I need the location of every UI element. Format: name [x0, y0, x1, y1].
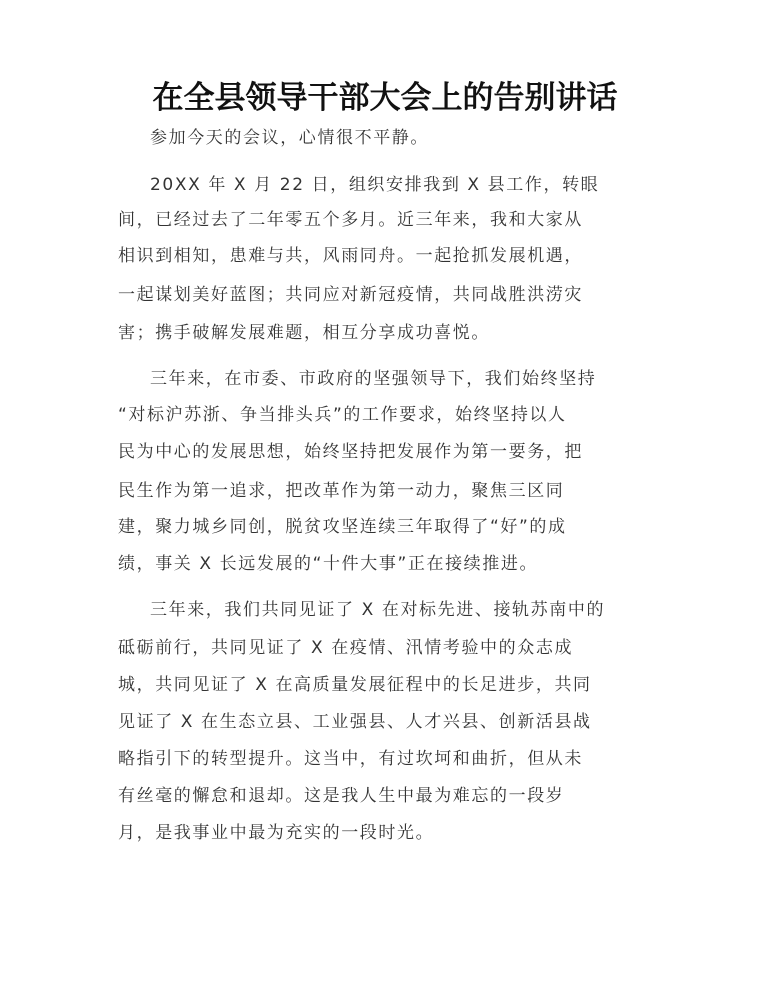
paragraph-3-line-3: 民为中心的发展思想，始终坚持把发展作为第一要务，把 — [118, 442, 583, 462]
paragraph-2-line-3: 相识到相知，患难与共，风雨同舟。一起抢抓发展机遇， — [118, 246, 583, 266]
paragraph-3-line-4: 民生作为第一追求，把改革作为第一动力，聚焦三区同 — [118, 481, 565, 501]
paragraph-4-line-3: 城，共同见证了 X 在高质量发展征程中的长足进步，共同 — [118, 675, 592, 695]
paragraph-4-line-4: 见证了 X 在生态立县、工业强县、人才兴县、创新活县战 — [118, 712, 592, 732]
document-title: 在全县领导干部大会上的告别讲话 — [152, 80, 618, 116]
paragraph-4-line-6: 有丝毫的懈怠和退却。这是我人生中最为难忘的一段岁 — [118, 786, 565, 806]
paragraph-3-line-6: 绩，事关 X 长远发展的“十件大事”正在接续推进。 — [118, 554, 539, 574]
paragraph-2-line-1: 20XX 年 X 月 22 日，组织安排我到 X 县工作，转眼 — [150, 175, 600, 195]
paragraph-4-line-1: 三年来，我们共同见证了 X 在对标先进、接轨苏南中的 — [150, 600, 606, 620]
paragraph-4-line-2: 砥砺前行，共同见证了 X 在疫情、汛情考验中的众志成 — [118, 638, 574, 658]
paragraph-4-line-5: 略指引下的转型提升。这当中，有过坎坷和曲折，但从未 — [118, 749, 583, 769]
paragraph-2-line-5: 害；携手破解发展难题，相互分享成功喜悦。 — [118, 323, 490, 343]
paragraph-3-line-2: “对标沪苏浙、争当排头兵”的工作要求，始终坚持以人 — [118, 405, 567, 425]
paragraph-1-line-1: 参加今天的会议，心情很不平静。 — [150, 128, 429, 148]
paragraph-3-line-5: 建，聚力城乡同创，脱贫攻坚连续三年取得了“好”的成 — [118, 517, 567, 537]
paragraph-2-line-4: 一起谋划美好蓝图；共同应对新冠疫情，共同战胜洪涝灾 — [118, 285, 583, 305]
paragraph-2-line-2: 间，已经过去了二年零五个多月。近三年来，我和大家从 — [118, 210, 583, 230]
paragraph-3-line-1: 三年来，在市委、市政府的坚强领导下，我们始终坚持 — [150, 369, 597, 389]
paragraph-4-line-7: 月，是我事业中最为充实的一段时光。 — [118, 823, 435, 843]
